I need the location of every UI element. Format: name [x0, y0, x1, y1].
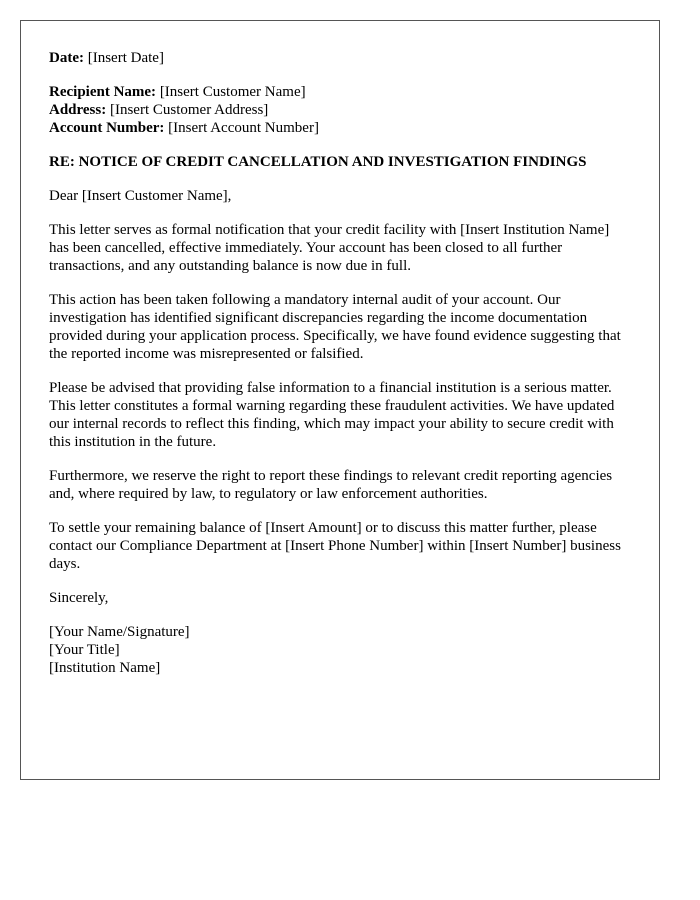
- signature-name: [Your Name/Signature]: [49, 624, 190, 640]
- recipient-address-label: Address:: [49, 102, 107, 118]
- body-paragraph: Please be advised that providing false information to a financial institution is a serious matter. This letter constitutes a formal warning regarding these fraudulent activities. We have updated our internal records to reflect this finding, which may impact your ability to secure credit with this institution in the future.: [49, 380, 615, 450]
- signature-block: [49, 623, 631, 677]
- closing: Sincerely,: [49, 590, 109, 606]
- recipient-address-value: [Insert Customer Address]: [109, 102, 269, 118]
- recipient-address-line: [49, 101, 631, 119]
- recipient-name-line: [49, 83, 631, 101]
- date-block: [49, 49, 631, 67]
- letter-page: [20, 20, 660, 780]
- recipient-name-value: [Insert Customer Name]: [159, 84, 306, 100]
- recipient-block: [49, 83, 631, 137]
- recipient-name-label: Recipient Name:: [49, 84, 157, 100]
- body-paragraph: To settle your remaining balance of [Insert Amount] or to discuss this matter further, please contact our Compliance Department at [Insert Phone Number] within [Insert Number] business days.: [49, 520, 621, 572]
- account-number-value: [Insert Account Number]: [168, 120, 319, 136]
- body-paragraph: This letter serves as formal notification that your credit facility with [Insert Institution Name] has been cancelled, effective immediately. Your account has been closed to all further transactions, and any outstanding balance is now due in full.: [49, 222, 610, 274]
- date-label: Date:: [49, 50, 84, 66]
- account-number-line: [49, 119, 631, 137]
- signature-title: [Your Title]: [49, 642, 120, 658]
- date-value: [Insert Date]: [87, 50, 164, 66]
- date-line: [49, 49, 631, 67]
- signature-institution: [Institution Name]: [49, 660, 161, 676]
- account-number-label: Account Number:: [49, 120, 165, 136]
- subject-line: RE: NOTICE OF CREDIT CANCELLATION AND INVESTIGATION FINDINGS: [49, 154, 587, 170]
- body-paragraph: Furthermore, we reserve the right to report these findings to relevant credit reporting agencies and, where required by law, to regulatory or law enforcement authorities.: [49, 468, 613, 502]
- body-paragraph: This action has been taken following a mandatory internal audit of your account. Our investigation has identified significant discrepancies regarding the income documentation provided during your application process. Specifically, we have found evidence suggesting that the reported income was misrepresented or falsified.: [49, 292, 621, 362]
- salutation: Dear [Insert Customer Name],: [49, 188, 232, 204]
